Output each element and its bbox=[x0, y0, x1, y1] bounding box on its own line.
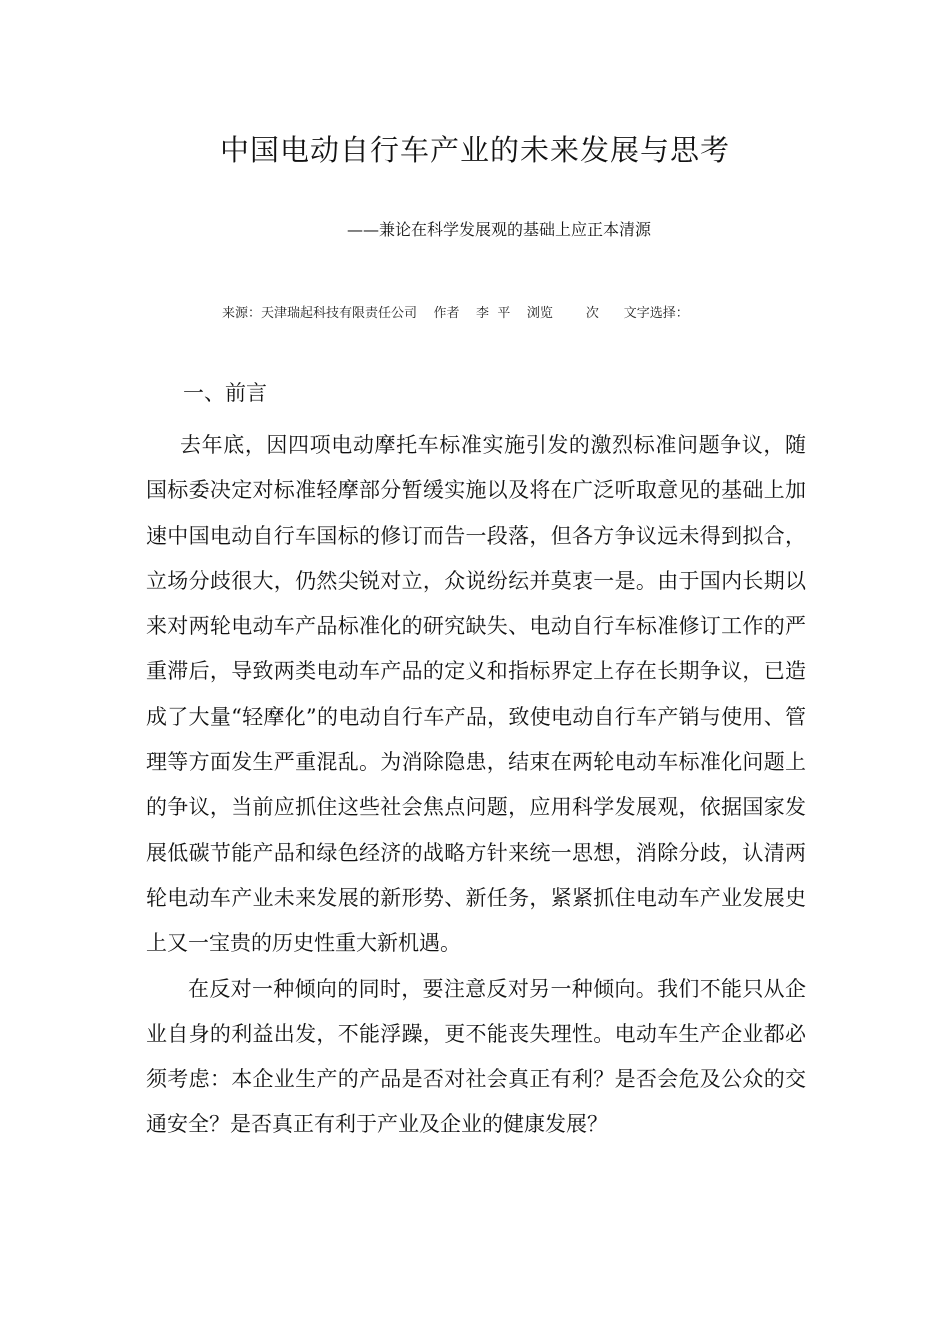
source-info-line: 来源：天津瑞起科技有限责任公司 作者 李 平 浏览 次 文字选择： bbox=[222, 306, 689, 321]
document-title: 中国电动自行车产业的未来发展与思考 bbox=[219, 133, 730, 167]
paragraph: 去年底，因四项电动摩托车标准实施引发的激烈标准问题争议，随国标委决定对标准轻摩部分暂缓实施以及将在广泛听取意见的基础上加速中国电动自行车国标的修订而告一段落，但各方争议远未得到拟合，立场分歧很大，仍然尖锐对立，众说纷纭并莫衷一是。由于国内长期以来对两轮电动车产品标准化的研究缺失、电动自行车标准修订工作的严重滞后，导致两类电动车产品的定义和指标界定上存在长期争议，已造成了大量“轻摩化”的电动自行车产品，致使电动自行车产销与使用、管理等方面发生严重混乱。为消除隐患，结束在两轮电动车标准化问题上的争议，当前应抓住这些社会焦点问题，应用科学发展观，依据国家发展低碳节能产品和绿色经济的战略方针来统一思想，消除分歧，认清两轮电动车产业未来发展的新形势、新任务，紧紧抓住电动车产业发展史上又一宝贵的历史性重大新机遇。 bbox=[146, 433, 806, 956]
paragraph: 在反对一种倾向的同时，要注意反对另一种倾向。我们不能只从企业自身的利益出发，不能浮躁，更不能丧失理性。电动车生产企业都必须考虑：本企业生产的产品是否对社会真正有利？是否会危及公众的交通安全？是否真正有利于产业及企业的健康发展？ bbox=[146, 976, 806, 1137]
body-text bbox=[146, 423, 806, 1148]
document-subtitle: ——兼论在科学发展观的基础上应正本清源 bbox=[346, 220, 651, 239]
section-heading: 一、前言 bbox=[183, 381, 267, 405]
